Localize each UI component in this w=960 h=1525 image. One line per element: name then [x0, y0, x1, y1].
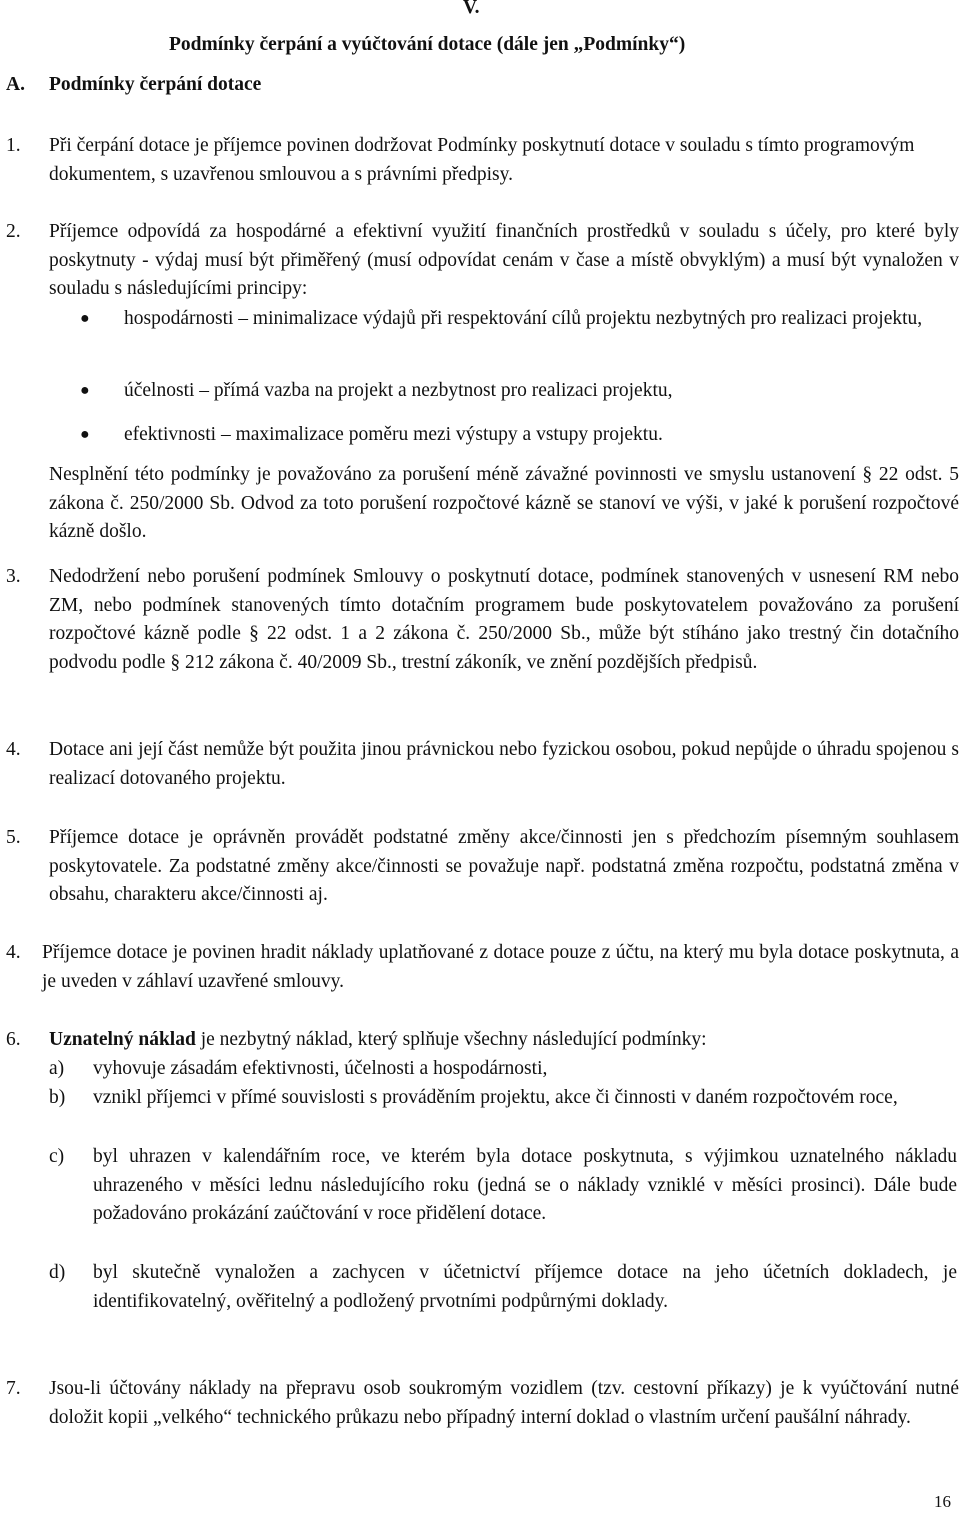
term-bold: Uznatelný náklad: [49, 1029, 196, 1050]
section-title: Podmínky čerpání dotace: [49, 74, 262, 95]
item-text: Nedodržení nebo porušení podmínek Smlouvy o poskytnutí dotace, podmínek stanovených v usnesení RM nebo ZM, nebo podmínek stanovených tímto dotačním programem bude poskytovatelem považováno za porušení rozpočtové kázně podle § 22 odst. 1 a 2 zákona č. 250/2000 Sb., může být stíháno jako trestný čin dotačního podvodu podle § 212 zákona č. 40/2009 Sb., trestní zákoník, ve znění pozdějších předpisů.: [49, 566, 959, 673]
chapter-title: Podmínky čerpání a vyúčtování dotace (dále jen „Podmínky“): [169, 34, 686, 55]
sub-item-text: byl uhrazen v kalendářním roce, ve kterém byla dotace poskytnuta, s výjimkou uznatelného nákladu uhrazeného v měsíci lednu následujícího roku (jedná se o náklady vzniklé v měsíci prosinci). Dále bude požadováno prokázání zaúčtování v roce přidělení dotace.: [93, 1146, 957, 1224]
item-text: Příjemce dotace je povinen hradit náklady uplatňované z dotace pouze z účtu, na který mu byla dotace poskytnuta, a je uveden v záhlaví uzavřené smlouvy.: [42, 942, 959, 992]
sub-item-text: vznikl příjemci v přímé souvislosti s prováděním projektu, akce či činnosti v daném rozpočtovém roce,: [93, 1087, 898, 1108]
sub-letter: c): [49, 1146, 65, 1167]
sub-letter: a): [49, 1058, 65, 1079]
item-text: [49, 1026, 959, 1055]
item-number: 6.: [6, 1029, 21, 1050]
sub-letter: b): [49, 1087, 66, 1108]
list-item: hospodárnosti – minimalizace výdajů při respektování cílů projektu nezbytných pro realizaci projektu,: [124, 308, 923, 329]
item-number: 4.: [6, 739, 21, 760]
bullet-icon: ●: [80, 310, 90, 327]
section-letter: A.: [6, 74, 25, 95]
list-item: účelnosti – přímá vazba na projekt a nezbytnost pro realizaci projektu,: [124, 380, 673, 401]
item-number: 4.: [6, 942, 21, 963]
chapter-number: V.: [463, 0, 480, 18]
item-text: Dotace ani její část nemůže být použita jinou právnickou nebo fyzickou osobou, pokud nepůjde o úhradu spojenou s realizací dotovaného projektu.: [49, 739, 959, 789]
item-number: 7.: [6, 1378, 21, 1399]
sub-item-text: byl skutečně vynaložen a zachycen v účetnictví příjemce dotace na jeho účetních dokladech, je identifikovatelný, ověřitelný a podložený prvotními podpůrnými doklady.: [93, 1262, 957, 1312]
sub-item-text: vyhovuje zásadám efektivnosti, účelnosti a hospodárnosti,: [93, 1058, 548, 1079]
bullet-icon: ●: [80, 382, 90, 399]
item-text: Příjemce dotace je oprávněn provádět podstatné změny akce/činnosti jen s předchozím písemným souhlasem poskytovatele. Za podstatné změny akce/činnosti se považuje např. podstatná změna rozpočtu, podstatná změna v obsahu, charakteru akce/činnosti aj.: [49, 827, 959, 905]
item-text: Při čerpání dotace je příjemce povinen dodržovat Podmínky poskytnutí dotace v souladu s tímto programovým dokumentem, s uzavřenou smlouvou a s právními předpisy.: [49, 135, 915, 185]
item-number: 2.: [6, 221, 21, 242]
item-number: 5.: [6, 827, 21, 848]
item-number: 1.: [6, 135, 21, 156]
item-number: 3.: [6, 566, 21, 587]
sub-letter: d): [49, 1262, 66, 1283]
page-number: 16: [934, 1492, 951, 1511]
item-text: Příjemce odpovídá za hospodárné a efektivní využití finančních prostředků v souladu s účely, pro které byly poskytnuty - výdaj musí být přiměřený (musí odpovídat cenám v čase a místě obvyklým) a musí být vynaložen v souladu s následujícími principy:: [49, 221, 959, 299]
item-closing-text: Nesplnění této podmínky je považováno za porušení méně závažné povinnosti ve smyslu ustanovení § 22 odst. 5 zákona č. 250/2000 Sb. Odvod za toto porušení rozpočtové kázně se stanoví ve výši, v jaké k porušení rozpočtové kázně došlo.: [49, 464, 959, 542]
term-definition: je nezbytný náklad, který splňuje všechny následující podmínky:: [195, 1029, 707, 1050]
bullet-icon: ●: [80, 426, 90, 443]
list-item: efektivnosti – maximalizace poměru mezi výstupy a vstupy projektu.: [124, 424, 663, 445]
item-text: Jsou-li účtovány náklady na přepravu osob soukromým vozidlem (tzv. cestovní příkazy) je k vyúčtování nutné doložit kopii „velkého“ technického průkazu nebo případný interní doklad o vlastním určení paušální náhrady.: [49, 1378, 959, 1428]
